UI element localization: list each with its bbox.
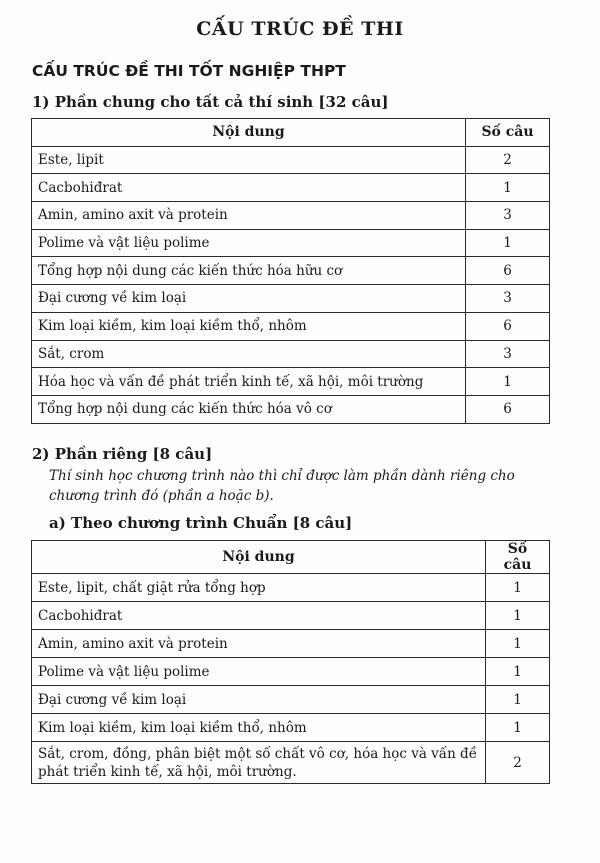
column-header-content: Nội dung bbox=[32, 119, 466, 147]
column-header-content: Nội dung bbox=[32, 541, 486, 574]
standard-program-table bbox=[31, 540, 550, 784]
table-row bbox=[32, 368, 550, 396]
section-2-heading: 2) Phần riêng [8 câu] bbox=[32, 445, 213, 463]
row-count: 1 bbox=[466, 229, 550, 257]
page-title: CẤU TRÚC ĐỀ THI bbox=[196, 18, 404, 40]
row-count: 3 bbox=[466, 285, 550, 313]
row-count: 6 bbox=[466, 257, 550, 285]
table-row bbox=[32, 686, 550, 714]
section-1-heading: 1) Phần chung cho tất cả thí sinh [32 câu] bbox=[32, 93, 389, 111]
column-header-count: Số câu bbox=[466, 119, 550, 147]
row-content: Sắt, crom bbox=[32, 340, 466, 368]
row-content: Đại cương về kim loại bbox=[32, 686, 486, 714]
table-row bbox=[32, 312, 550, 340]
table-header-row bbox=[32, 119, 550, 147]
table-row bbox=[32, 742, 550, 784]
row-content: Amin, amino axit và protein bbox=[32, 202, 466, 230]
row-content: Cacbohiđrat bbox=[32, 174, 466, 202]
column-header-count: Số câu bbox=[486, 541, 550, 574]
row-count: 3 bbox=[466, 340, 550, 368]
row-count: 1 bbox=[466, 174, 550, 202]
row-count: 3 bbox=[466, 202, 550, 230]
row-content: Polime và vật liệu polime bbox=[32, 229, 466, 257]
table-row bbox=[32, 630, 550, 658]
row-count: 2 bbox=[466, 146, 550, 174]
row-count: 2 bbox=[486, 742, 550, 784]
table-row bbox=[32, 174, 550, 202]
table-row bbox=[32, 146, 550, 174]
row-content: Kim loại kiềm, kim loại kiềm thổ, nhôm bbox=[32, 714, 486, 742]
row-count: 1 bbox=[486, 686, 550, 714]
section-2-note: Thí sinh học chương trình nào thì chỉ được làm phần dành riêng cho chương trình đó (phần a hoặc b). bbox=[49, 468, 515, 504]
row-count: 1 bbox=[466, 368, 550, 396]
table-row bbox=[32, 602, 550, 630]
table-row bbox=[32, 658, 550, 686]
row-count: 1 bbox=[486, 658, 550, 686]
row-content: Kim loại kiềm, kim loại kiềm thổ, nhôm bbox=[32, 312, 466, 340]
row-content: Amin, amino axit và protein bbox=[32, 630, 486, 658]
row-content: Hóa học và vấn đề phát triển kinh tế, xã hội, môi trường bbox=[32, 368, 466, 396]
table-row bbox=[32, 395, 550, 423]
row-content: Đại cương về kim loại bbox=[32, 285, 466, 313]
section-2a-heading: a) Theo chương trình Chuẩn [8 câu] bbox=[49, 514, 353, 532]
row-content: Polime và vật liệu polime bbox=[32, 658, 486, 686]
row-count: 1 bbox=[486, 714, 550, 742]
table-row bbox=[32, 340, 550, 368]
row-content: Este, lipit, chất giặt rửa tổng hợp bbox=[32, 574, 486, 602]
row-content: Tổng hợp nội dung các kiến thức hóa hữu cơ bbox=[32, 257, 466, 285]
common-part-table bbox=[31, 118, 550, 424]
table-row bbox=[32, 714, 550, 742]
row-count: 6 bbox=[466, 312, 550, 340]
row-content: Cacbohiđrat bbox=[32, 602, 486, 630]
row-count: 1 bbox=[486, 630, 550, 658]
row-content: Este, lipit bbox=[32, 146, 466, 174]
row-count: 1 bbox=[486, 602, 550, 630]
row-content: Tổng hợp nội dung các kiến thức hóa vô cơ bbox=[32, 395, 466, 423]
table-row bbox=[32, 285, 550, 313]
table-row bbox=[32, 257, 550, 285]
exam-subtitle: CẤU TRÚC ĐỀ THI TỐT NGHIỆP THPT bbox=[32, 62, 346, 80]
row-count: 6 bbox=[466, 395, 550, 423]
table-row bbox=[32, 202, 550, 230]
table-header-row bbox=[32, 541, 550, 574]
table-row bbox=[32, 574, 550, 602]
row-count: 1 bbox=[486, 574, 550, 602]
row-content: Sắt, crom, đồng, phân biệt một số chất vô cơ, hóa học và vấn đề phát triển kinh tế, xã hội, môi trường. bbox=[32, 742, 486, 784]
table-row bbox=[32, 229, 550, 257]
